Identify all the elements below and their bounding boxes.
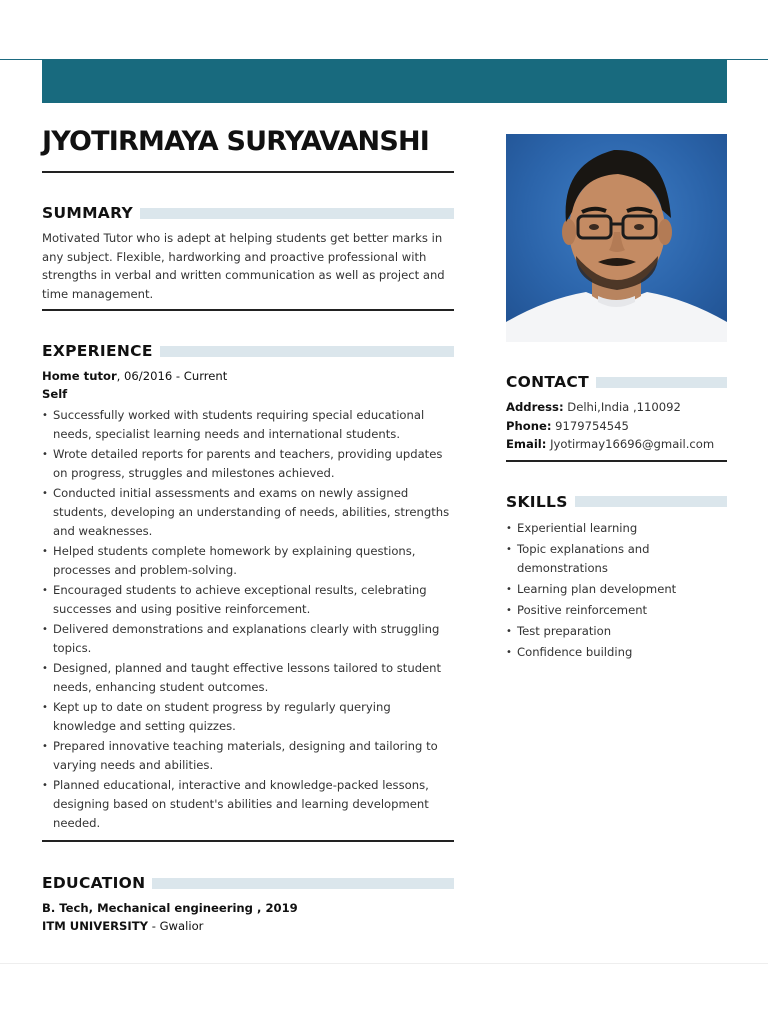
skills-list	[506, 519, 727, 662]
list-item: • Topic explanations and demonstrations	[506, 540, 727, 578]
section-title-skills: SKILLS	[506, 492, 568, 511]
contact-email	[506, 435, 727, 454]
list-item: • Test preparation	[506, 622, 727, 641]
page-bottom-rule	[0, 963, 768, 964]
list-item: • Positive reinforcement	[506, 601, 727, 620]
job-role: Home tutor	[42, 369, 117, 383]
section-bar	[596, 377, 727, 388]
list-item: • Conducted initial assessments and exams on newly assigned students, developing an understanding of needs, abilities, strengths and weaknesses.	[42, 484, 454, 541]
list-item: • Learning plan development	[506, 580, 727, 599]
list-item: • Experiential learning	[506, 519, 727, 538]
education-school-line	[42, 917, 454, 935]
job-company: Self	[42, 387, 68, 401]
education-degree-line	[42, 899, 454, 917]
candidate-name: JYOTIRMAYA SURYAVANSHI	[42, 126, 430, 157]
job-dates: , 06/2016 - Current	[116, 369, 228, 383]
list-item: • Wrote detailed reports for parents and teachers, providing updates on progress, struggles and milestones achieved.	[42, 445, 454, 483]
list-item: • Prepared innovative teaching materials, designing and tailoring to varying needs and abilities.	[42, 737, 454, 775]
section-title-education: EDUCATION	[42, 874, 146, 892]
education-school: ITM UNIVERSITY	[42, 919, 149, 933]
list-item: • Designed, planned and taught effective lessons tailored to student needs, enhancing student outcomes.	[42, 659, 454, 697]
divider	[42, 309, 454, 311]
person-icon	[506, 134, 727, 342]
skills-heading	[506, 493, 727, 511]
experience-list	[42, 406, 454, 833]
email-value: Jyotirmay16696@gmail.com	[546, 437, 715, 451]
section-bar	[160, 346, 454, 357]
divider	[506, 460, 727, 462]
list-item: • Successfully worked with students requiring special educational needs, specialist learning needs and international students.	[42, 406, 454, 444]
section-bar	[152, 878, 454, 889]
header-banner	[42, 59, 727, 103]
education-degree: B. Tech	[42, 901, 89, 915]
side-column	[506, 134, 727, 664]
divider	[42, 840, 454, 842]
contact-phone	[506, 417, 727, 436]
experience-heading	[42, 342, 454, 360]
list-item: • Delivered demonstrations and explanations clearly with struggling topics.	[42, 620, 454, 658]
main-column	[42, 120, 454, 935]
list-item: • Encouraged students to achieve exceptional results, celebrating successes and using positive reinforcement.	[42, 581, 454, 619]
list-item: • Planned educational, interactive and knowledge-packed lessons, designing based on student's abilities and learning development needed.	[42, 776, 454, 833]
section-bar	[140, 208, 454, 219]
section-bar	[575, 496, 727, 507]
contact-details	[506, 398, 727, 454]
list-item: • Helped students complete homework by explaining questions, processes and problem-solving.	[42, 542, 454, 580]
phone-value: 9179754545	[551, 418, 629, 433]
summary-text: Motivated Tutor who is adept at helping students get better marks in any subject. Flexible, hardworking and proactive professional with strengths in verbal and written communication as well as project and time management.	[42, 231, 445, 301]
list-item: • Kept up to date on student progress by regularly querying knowledge and setting quizzes.	[42, 698, 454, 736]
list-item: • Confidence building	[506, 643, 727, 662]
address-value: Delhi,India ,110092	[563, 400, 681, 414]
education-location: - Gwalior	[148, 919, 204, 933]
job-title-line	[42, 367, 454, 385]
contact-heading	[506, 373, 727, 391]
education-field: , Mechanical engineering , 2019	[88, 901, 298, 915]
profile-photo	[506, 134, 727, 342]
phone-label: Phone:	[506, 418, 552, 433]
address-label: Address:	[506, 400, 564, 414]
education-heading	[42, 874, 454, 892]
section-title-summary: SUMMARY	[42, 204, 134, 222]
email-label: Email:	[506, 437, 547, 451]
summary-heading	[42, 204, 454, 222]
contact-address	[506, 398, 727, 417]
divider	[42, 171, 454, 173]
section-title-contact: CONTACT	[506, 373, 589, 391]
section-title-experience: EXPERIENCE	[42, 342, 153, 360]
